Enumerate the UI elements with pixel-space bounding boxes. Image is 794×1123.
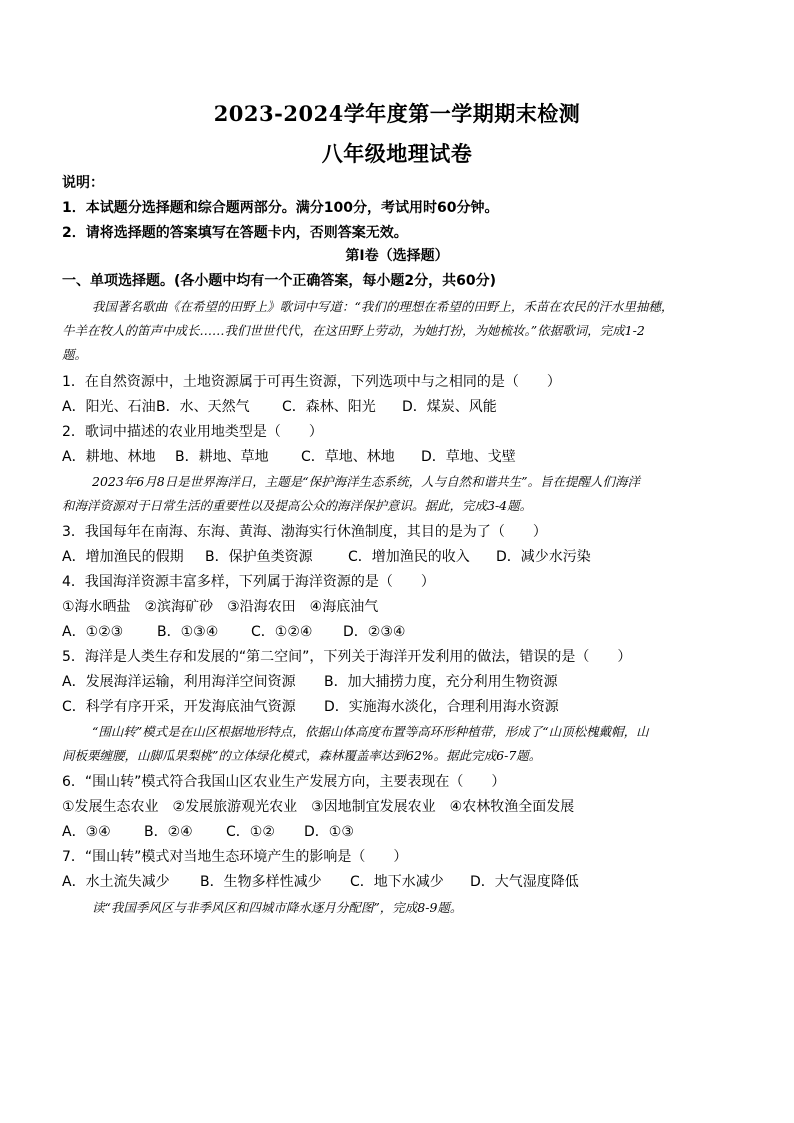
instructions-label: 说明：: [62, 175, 104, 191]
option: C．①②: [226, 824, 275, 840]
option: D．①③: [304, 824, 354, 840]
option: B．②④: [144, 824, 193, 840]
question-options: [62, 823, 742, 841]
question-stem: 5．海洋是人类生存和发展的“第二空间”，下列关于海洋开发利用的做法，错误的是（ ）: [62, 649, 632, 665]
question-stem: 4．我国海洋资源丰富多样，下列属于海洋资源的是（ ）: [62, 574, 435, 590]
option: A．阳光、石油: [62, 399, 156, 415]
option: D．煤炭、风能: [402, 399, 497, 415]
question-choices: ①发展生态农业 ②发展旅游观光农业 ③因地制宜发展农业 ④农林牧渔全面发展: [62, 799, 575, 815]
option: B．生物多样性减少: [200, 874, 322, 890]
option: B．①③④: [157, 624, 219, 640]
exam-subtitle: 八年级地理试卷: [321, 141, 473, 166]
option: C．①②④: [251, 624, 313, 640]
option: C．科学有序开采，开发海底油气资源: [62, 699, 296, 715]
option: A．发展海洋运输，利用海洋空间资源: [62, 674, 296, 690]
option: D．②③④: [343, 624, 406, 640]
instruction-item: 1．本试题分选择题和综合题两部分。满分100分，考试用时60分钟。: [62, 200, 499, 216]
question-choices: ①海水晒盐 ②滨海矿砂 ③沿海农田 ④海底油气: [62, 599, 379, 615]
option: A．①②③: [62, 624, 124, 640]
question-stem: 1．在自然资源中，土地资源属于可再生资源，下列选项中与之相同的是（ ）: [62, 374, 561, 390]
passage-line: 读“我国季风区与非季风区和四城市降水逐月分配图”，完成8-9题。: [92, 900, 463, 915]
passage-line: 题。: [62, 347, 88, 362]
option: B．耕地、草地: [175, 449, 269, 465]
passage-line: 和海洋资源对于日常生活的重要性以及提高公众的海洋保护意识。据此，完成3-4题。: [62, 498, 533, 513]
question-options: [62, 698, 742, 716]
option: D．减少水污染: [496, 549, 591, 565]
option: A．耕地、林地: [62, 449, 156, 465]
passage-line: 我国著名歌曲《在希望的田野上》歌词中写道：“我们的理想在希望的田野上，禾苗在农民的汗水里抽穗，: [92, 299, 674, 314]
question-stem: 2．歌词中描述的农业用地类型是（ ）: [62, 424, 323, 440]
question-stem: 3．我国每年在南海、东海、黄海、渤海实行休渔制度，其目的是为了（ ）: [62, 524, 547, 540]
option: D．实施海水淡化，合理利用海水资源: [324, 699, 559, 715]
volume-title: 第Ⅰ卷（选择题）: [345, 248, 449, 264]
question-options: [62, 673, 742, 691]
question-stem: 6．“围山转”模式符合我国山区农业生产发展方向，主要表现在（ ）: [62, 774, 506, 790]
instruction-item: 2．请将选择题的答案填写在答题卡内，否则答案无效。: [62, 225, 408, 241]
passage-line: 2023年6月8日是世界海洋日，主题是“保护海洋生态系统，人与自然和谐共生”。旨在提醒人们海洋: [92, 474, 640, 489]
option: D．草地、戈壁: [421, 449, 516, 465]
question-options: [62, 448, 742, 466]
option: C．增加渔民的收入: [348, 549, 470, 565]
option: A．增加渔民的假期: [62, 549, 184, 565]
exam-title: 2023-2024学年度第一学期期末检测: [213, 101, 581, 126]
option: D．大气湿度降低: [470, 874, 579, 890]
question-stem: 7．“围山转”模式对当地生态环境产生的影响是（ ）: [62, 849, 408, 865]
passage-line: “围山转”模式是在山区根据地形特点，依据山体高度布置等高环形种植带，形成了“山顶松槐戴帽，山: [92, 724, 649, 739]
option: C．森林、阳光: [282, 399, 376, 415]
option: A．③④: [62, 824, 111, 840]
option: B．加大捕捞力度，充分利用生物资源: [324, 674, 558, 690]
option: C．地下水减少: [350, 874, 444, 890]
question-options: [62, 873, 742, 891]
question-options: [62, 398, 742, 416]
option: A．水土流失减少: [62, 874, 170, 890]
option: B．保护鱼类资源: [205, 549, 313, 565]
question-options: [62, 548, 742, 566]
option: C．草地、林地: [301, 449, 395, 465]
question-options: [62, 623, 742, 641]
passage-line: 间板栗缠腰，山脚瓜果梨桃”的立体绿化模式，森林覆盖率达到62%。据此完成6-7题。: [62, 748, 542, 763]
passage-line: 牛羊在牧人的笛声中成长……我们世世代代，在这田野上劳动，为她打扮，为她梳妆。”依据歌词，完成1-2: [62, 323, 645, 338]
option: B．水、天然气: [156, 399, 250, 415]
section-heading: 一、单项选择题。(各小题中均有一个正确答案，每小题2分，共60分): [62, 273, 497, 289]
